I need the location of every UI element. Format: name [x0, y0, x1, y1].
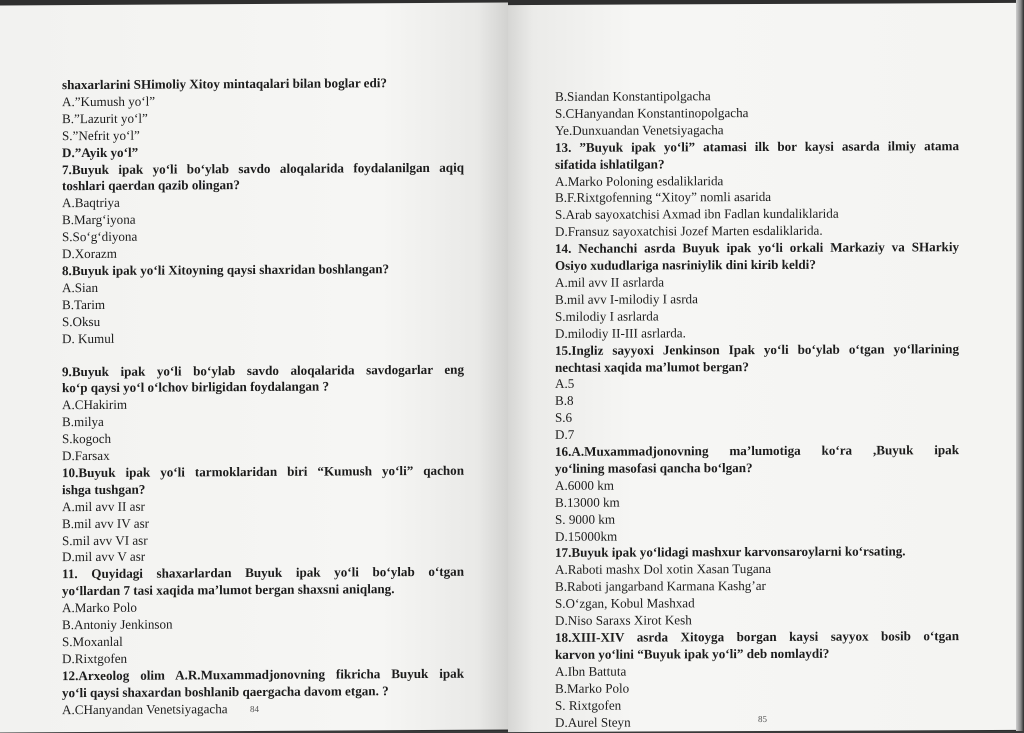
- question-line: yo‘li qaysi shaxardan boshlanib qaergacha davom etgan. ?: [62, 682, 389, 700]
- answer-option: B.13000 km: [555, 494, 620, 510]
- page-number-left: 84: [250, 703, 259, 715]
- left-page-text: [62, 75, 464, 719]
- answer-option: B.Raboti jangarband Karmana Kashg’ar: [555, 578, 766, 595]
- answer-option: S.So‘g‘diyona: [62, 228, 138, 245]
- right-page: [508, 3, 1016, 732]
- answer-option: A.Baqtriya: [62, 195, 120, 211]
- answer-option: D.milodiy II-III asrlarda.: [555, 325, 686, 341]
- question-line: D.”Ayik yo‘l”: [62, 144, 139, 160]
- answer-option: A.5: [555, 376, 575, 392]
- answer-option: D.Fransuz sayoxatchisi Jozef Marten esdaliklarida.: [555, 222, 823, 240]
- question-line: 15.Ingliz sayyoxi Jenkinson Ipak yo‘li bo‘ylab o‘tgan yo‘llarining: [555, 340, 959, 358]
- question-line: 9.Buyuk ipak yo‘li bo‘ylab savdo aloqalarida savdogarlar eng: [62, 361, 464, 379]
- question-line: 13. ”Buyuk ipak yo‘li” atamasi ilk bor kaysi asarda ilmiy atama: [555, 137, 959, 155]
- answer-option: Ye.Dunxuandan Venetsiyagacha: [555, 121, 724, 138]
- answer-option: B.milya: [62, 414, 104, 430]
- answer-option: A.Marko Polo: [62, 599, 137, 616]
- answer-option: B.8: [555, 393, 574, 409]
- answer-option: A.CHanyandan Venetsiyagacha: [62, 700, 228, 717]
- question-line: toshlari qaerdan qazib olingan?: [62, 177, 240, 194]
- answer-option: A.6000 km: [555, 477, 614, 493]
- answer-option: A.CHakirim: [62, 397, 128, 413]
- answer-option: D.Xorazm: [62, 245, 117, 262]
- answer-option: B.F.Rixtgofenning “Xitoy” nomli asarida: [555, 189, 772, 206]
- answer-option: D.Rixtgofen: [62, 650, 128, 667]
- answer-option: S.mil avv VI asr: [62, 532, 148, 548]
- answer-option: B.mil avv IV asr: [62, 515, 150, 531]
- answer-option: B.Tarim: [62, 296, 106, 312]
- answer-option: D.mil avv V asr: [62, 549, 146, 565]
- answer-option: S.Moxanlal: [62, 633, 123, 650]
- question-line: nechtasi xaqida ma’lumot bergan?: [555, 358, 749, 375]
- question-line: ishga tushgan?: [62, 481, 146, 498]
- answer-option: S.6: [555, 410, 573, 426]
- answer-option: B.Marg‘iyona: [62, 211, 136, 228]
- question-line: yo‘llardan 7 tasi xaqida ma’lumot bergan shaxsni aniqlang.: [62, 581, 395, 599]
- answer-option: S.O‘zgan, Kobul Mashxad: [555, 595, 695, 612]
- question-line: 12.Arxeolog olim A.R.Muxammadjonovning fikricha Buyuk ipak: [62, 665, 464, 683]
- left-page: [0, 2, 508, 732]
- answer-option: S.”Nefrit yo‘l”: [62, 127, 140, 143]
- answer-option: B.mil avv I-milodiy I asrda: [555, 291, 698, 307]
- answer-option: A.mil avv II asrlarda: [555, 274, 665, 290]
- answer-option: A.Marko Poloning esdaliklarida: [555, 172, 724, 189]
- question-line: 10.Buyuk ipak yo‘li tarmoklaridan biri “Kumush yo‘li” qachon: [62, 462, 464, 481]
- question-line: karvon yo‘lini “Buyuk ipak yo‘li” deb nomlaydi?: [555, 645, 830, 662]
- answer-option: S. Rixtgofen: [555, 697, 622, 713]
- answer-option: B.Marko Polo: [555, 680, 630, 696]
- answer-option: A.”Kumush yo‘l”: [62, 93, 156, 110]
- question-line: 11. Quyidagi shaxarlardan Buyuk ipak yo‘li bo‘ylab o‘tgan: [62, 564, 464, 582]
- question-line: 17.Buyuk ipak yo‘lidagi mashxur karvonsaroylarni ko‘rsating.: [555, 543, 906, 561]
- answer-option: D.Aurel Steyn: [555, 714, 631, 730]
- answer-option: A.Ibn Battuta: [555, 663, 627, 679]
- book-edge: [1016, 0, 1024, 731]
- answer-option: S.milodiy I asrlarda: [555, 308, 659, 324]
- question-line: shaxarlarini SHimoliy Xitoy mintaqalari bilan boglar edi?: [62, 75, 387, 93]
- question-line: 7.Buyuk ipak yo‘li bo‘ylab savdo aloqalarida foydalanilgan aqiq: [62, 159, 464, 177]
- answer-option: B.Siandan Konstantipolgacha: [555, 88, 711, 104]
- question-line: ko‘p qaysi yo‘l o‘lchov birligidan foydalangan ?: [62, 378, 330, 396]
- answer-option: D. Kumul: [62, 330, 115, 346]
- answer-option: B.”Lazurit yo‘l”: [62, 110, 148, 126]
- answer-option: D.7: [555, 426, 575, 443]
- question-line: yo‘lining masofasi qancha bo‘lgan?: [555, 459, 753, 476]
- question-line: Osiyo xududlariga nasriniylik dini kirib keldi?: [555, 256, 816, 273]
- answer-option: D.Niso Saraxs Xirot Kesh: [555, 612, 692, 628]
- answer-option: S.Arab sayoxatchisi Axmad ibn Fadlan kundaliklarida: [555, 206, 839, 223]
- answer-option: B.Antoniy Jenkinson: [62, 616, 173, 633]
- question-line: sifatida ishlatilgan?: [555, 156, 665, 172]
- answer-option: S.CHanyandan Konstantinopolgacha: [555, 104, 749, 121]
- question-line: 8.Buyuk ipak yo‘li Xitoyning qaysi shaxridan boshlangan?: [62, 261, 390, 279]
- right-page-text: [555, 87, 959, 731]
- question-line: 14. Nechanchi asrda Buyuk ipak yo‘li orkali Markaziy va SHarkiy: [555, 239, 959, 257]
- answer-option: S.kogoch: [62, 430, 112, 447]
- question-line: 18.XIII-XIV asrda Xitoyga borgan kaysi sayyox bosib o‘tgan: [555, 628, 959, 645]
- question-line: 16.A.Muxammadjonovning ma’lumotiga ko‘ra ,Buyuk ipak: [555, 442, 959, 459]
- answer-option: D.15000km: [555, 528, 618, 544]
- answer-option: D.Farsax: [62, 447, 110, 464]
- page-number-right: 85: [758, 713, 767, 725]
- answer-option: A.Raboti mashx Dol xotin Xasan Tugana: [555, 561, 772, 578]
- answer-option: A.Sian: [62, 279, 99, 296]
- answer-option: S. 9000 km: [555, 511, 616, 527]
- answer-option: S.Oksu: [62, 313, 101, 329]
- answer-option: A.mil avv II asr: [62, 498, 145, 514]
